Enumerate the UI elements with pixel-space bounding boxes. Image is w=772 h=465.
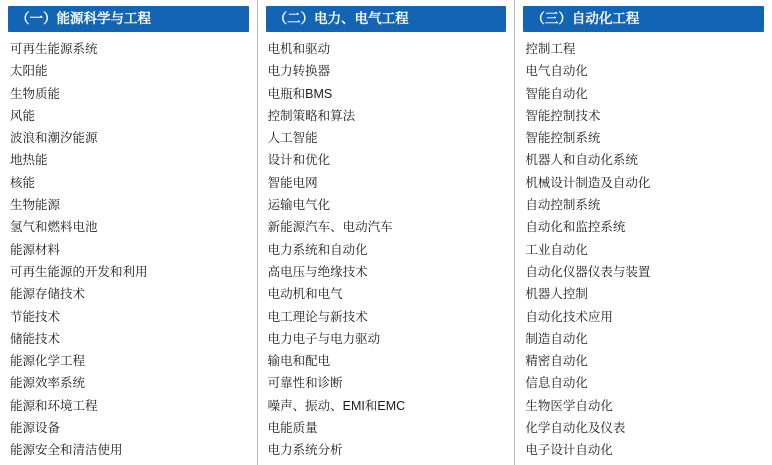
list-item: 生物能源 [10, 198, 61, 213]
list-item: 精密自动化 [525, 354, 588, 369]
list-item: 设计和优化 [267, 153, 331, 168]
list-item: 机械设计制造及自动化 [525, 175, 651, 190]
list-item: 能源设备 [10, 421, 61, 436]
list-item: 能源效率系统 [10, 376, 86, 391]
list-item: 噪声、振动、EMI和EMC [267, 398, 406, 413]
list-item: 地热能 [10, 153, 48, 168]
list-item: 自动化仪器仪表与装置 [525, 264, 651, 279]
list-item: 制造自动化 [525, 331, 588, 346]
list-item: 电瓶和BMS [267, 86, 333, 101]
list-item: 机器人和自动化系统 [525, 153, 638, 168]
list-item: 机器人控制 [525, 287, 588, 302]
list-item: 节能技术 [10, 309, 61, 324]
list-item: 风能 [10, 108, 36, 123]
list-item: 可再生能源的开发和利用 [10, 264, 148, 279]
list-item: 自动控制系统 [525, 198, 601, 213]
list-item: 运输电气化 [267, 198, 331, 213]
list-item: 输电和配电 [267, 354, 331, 369]
list-item: 工业自动化 [525, 242, 588, 257]
list-item: 智能自动化 [525, 86, 588, 101]
list-item: 智能控制系统 [525, 131, 601, 146]
column-power-electrical [258, 0, 515, 465]
column-automation [515, 0, 772, 465]
list-item: 能源安全和清洁使用 [10, 443, 123, 458]
list-item: 自动化技术应用 [525, 309, 613, 324]
column-header-power-electrical: （二）电力、电气工程 [266, 6, 507, 32]
list-item: 信息自动化 [525, 376, 588, 391]
list-item: 能源和环境工程 [10, 398, 98, 413]
list-item: 控制策略和算法 [267, 108, 356, 123]
list-item: 核能 [10, 175, 36, 190]
list-item: 电机和驱动 [267, 42, 331, 56]
list-item: 自动化和监控系统 [525, 220, 626, 235]
list-item: 生物质能 [10, 86, 61, 101]
list-item: 生物医学自动化 [525, 398, 613, 413]
column-header-energy-science: （一）能源科学与工程 [8, 6, 249, 32]
list-item: 电力系统分析 [267, 443, 343, 458]
column-inner [515, 0, 772, 465]
list-item: 化学自动化及仪表 [525, 421, 626, 436]
list-item: 新能源汽车、电动汽车 [267, 220, 393, 235]
list-item: 电子设计自动化 [525, 443, 613, 458]
list-item: 电能质量 [267, 421, 318, 436]
list-item: 电力转换器 [267, 64, 331, 79]
list-item: 电动机和电气 [267, 287, 343, 302]
list-item: 能源化学工程 [10, 354, 86, 369]
column-inner [258, 0, 515, 465]
list-item: 可靠性和诊断 [267, 376, 343, 391]
list-item: 储能技术 [10, 331, 61, 346]
list-item: 可再生能源系统 [10, 42, 98, 56]
list-item: 波浪和潮汐能源 [10, 131, 98, 146]
column-header-automation: （三）自动化工程 [523, 6, 764, 32]
list-item: 能源材料 [10, 242, 61, 257]
topic-list-automation [523, 32, 764, 462]
list-item: 智能控制技术 [525, 108, 601, 123]
list-item: 控制工程 [525, 42, 576, 56]
list-item: 电力电子与电力驱动 [267, 331, 381, 346]
list-item: 电工理论与新技术 [267, 309, 368, 324]
list-item: 电气自动化 [525, 64, 588, 79]
list-item: 人工智能 [267, 131, 318, 146]
topic-list-energy-science [8, 32, 249, 462]
list-item: 太阳能 [10, 64, 48, 79]
column-energy-science [0, 0, 257, 465]
topic-list-power-electrical [266, 32, 507, 462]
column-inner [0, 0, 257, 465]
list-item: 智能电网 [267, 175, 318, 190]
list-item: 电力系统和自动化 [267, 242, 368, 257]
list-item: 能源存储技术 [10, 287, 86, 302]
list-item: 氢气和燃料电池 [10, 220, 98, 235]
list-item: 高电压与绝缘技术 [267, 264, 368, 279]
